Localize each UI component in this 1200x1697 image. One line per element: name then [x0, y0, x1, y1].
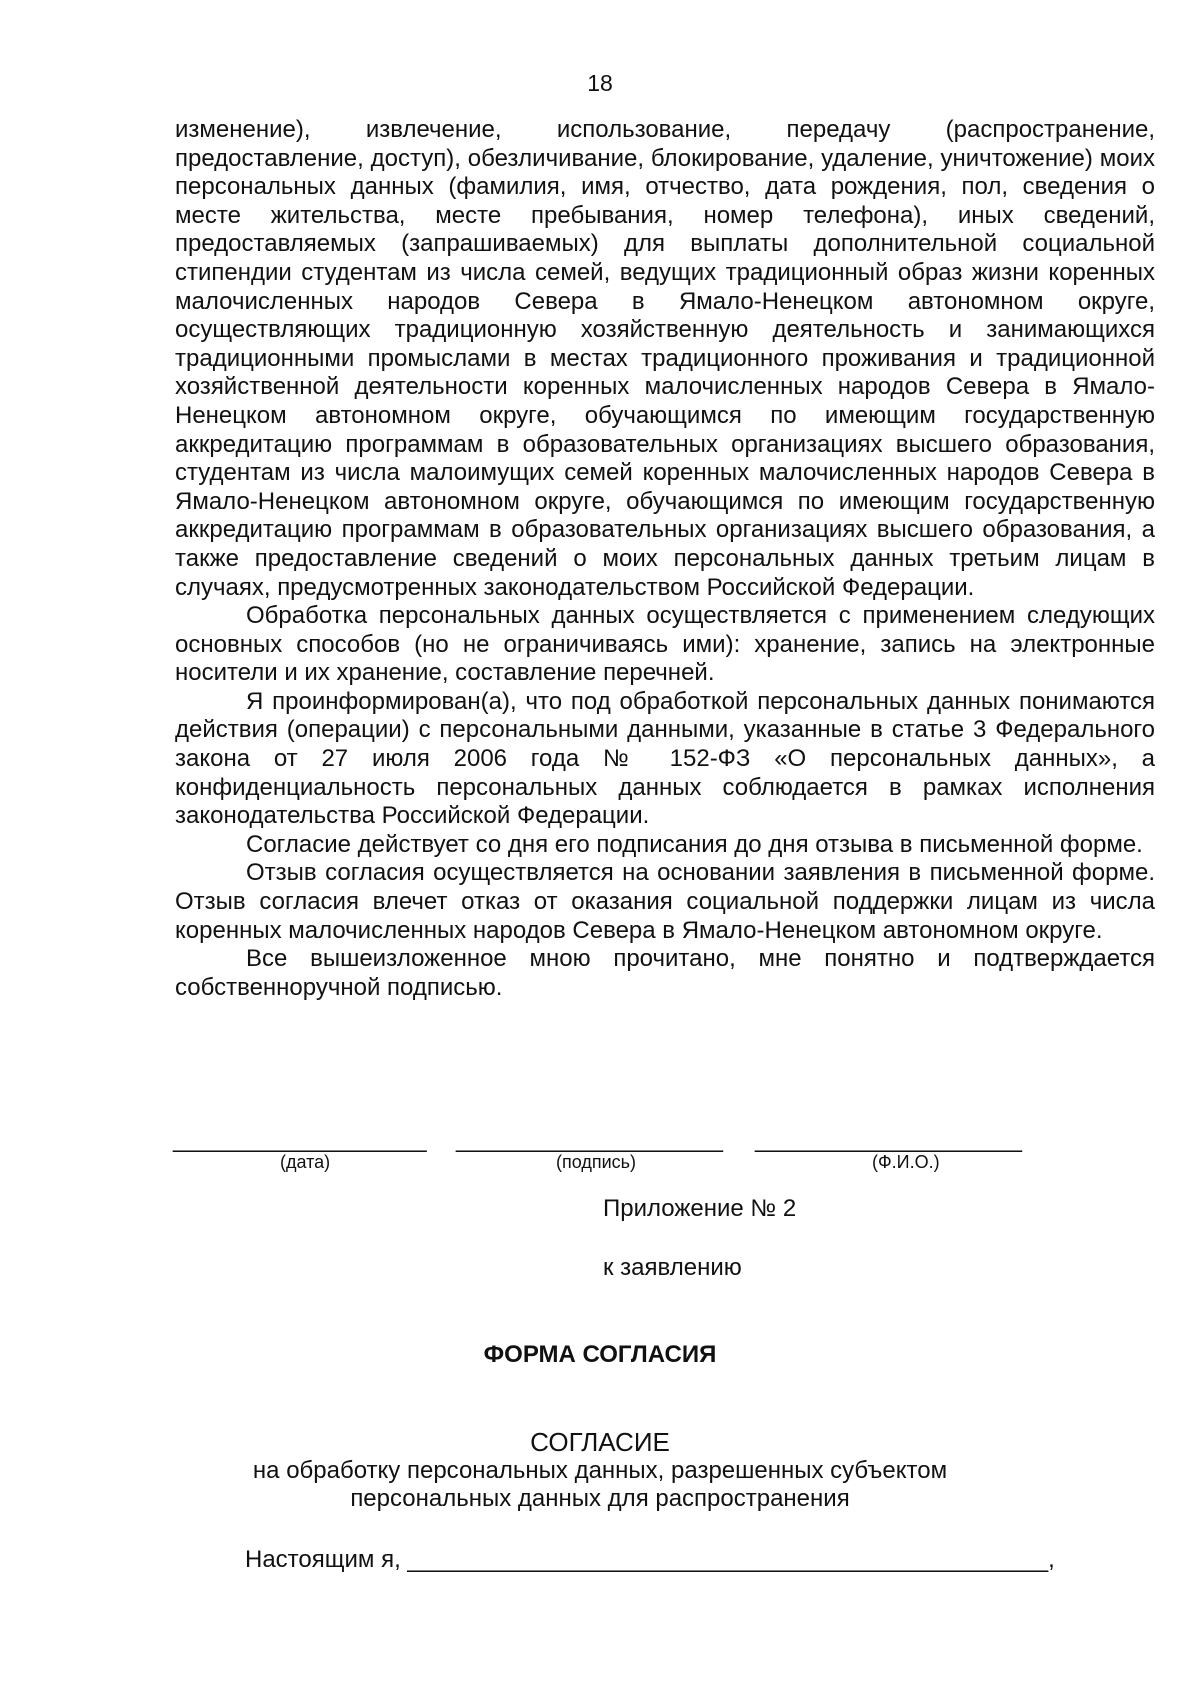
- fio-signature-line: ____________________: [755, 1126, 1022, 1153]
- consent-subtitle: [0, 1457, 1200, 1513]
- signature-label: (подпись): [556, 1152, 637, 1172]
- page-number: 18: [587, 70, 613, 96]
- date-label: (дата): [280, 1152, 331, 1172]
- consent-subtitle-line-1: на обработку персональных данных, разрешенных субъектом: [252, 1457, 948, 1484]
- applicant-name-line: Настоящим я, ________________________________________________,: [245, 1546, 1055, 1573]
- sign-signature-line: ____________________: [456, 1126, 723, 1153]
- form-title: ФОРМА СОГЛАСИЯ: [483, 1341, 717, 1368]
- paragraph-withdrawal: Отзыв согласия осуществляется на основании заявления в письменной форме. Отзыв согласия влечет отказ от оказания социальной поддержки лицам из числа коренных малочисленных народов Севера в Ямало-Ненецком автономном округе.: [175, 859, 1155, 944]
- date-signature-line: ___________________: [173, 1126, 427, 1153]
- consent-subtitle-line-2: персональных данных для распространения: [350, 1485, 850, 1512]
- paragraph-informed: Я проинформирован(а), что под обработкой персональных данных понимаются действия (операции) с персональными данными, указанные в статье 3 Федерального закона от 27 июля 2006 года № 152-ФЗ «О персональных данных», а конфиденциальность персональных данных соблюдается в рамках исполнения законодательства Российской Федерации.: [175, 687, 1155, 830]
- paragraph-confirmation: Все вышеизложенное мною прочитано, мне понятно и подтверждается собственноручной подписью.: [175, 945, 1155, 1001]
- appendix-number: Приложение № 2: [603, 1195, 797, 1222]
- paragraph-processing-methods: Обработка персональных данных осуществляется с применением следующих основных способов (но не ограничиваясь ими): хранение, запись на электронные носители и их хранение, составление перечней.: [175, 602, 1155, 687]
- consent-heading: СОГЛАСИЕ: [530, 1427, 670, 1457]
- paragraph-processing-actions: изменение), извлечение, использование, передачу (распространение, предоставление, доступ), обезличивание, блокирование, удаление, уничтожение) моих персональных данных (фамилия, имя, отчество, дата рождения, пол, сведения о месте жительства, месте пребывания, номер телефона), иных сведений, предоставляемых (запрашиваемых) для выплаты дополнительной социальной стипендии студентам из числа семей, ведущих традиционный образ жизни коренных малочисленных народов Севера в Ямало-Ненецком автономном округе, осуществляющих традиционную хозяйственную деятельность и занимающихся традиционными промыслами в местах традиционного проживания и традиционной хозяйственной деятельности коренных малочисленных народов Севера в Ямало-Ненецком автономном округе, обучающимся по имеющим государственную аккредитацию программам в образовательных организациях высшего образования, студентам из числа малоимущих семей коренных малочисленных народов Севера в Ямало-Ненецком автономном округе, обучающимся по имеющим государственную аккредитацию программам в образовательных организациях высшего образования, а также предоставление сведений о моих персональных данных третьим лицам в случаях, предусмотренных законодательством Российской Федерации.: [175, 116, 1155, 601]
- consent-body-text: [175, 116, 1155, 1002]
- fio-label: (Ф.И.О.): [872, 1152, 940, 1172]
- paragraph-validity: Согласие действует со дня его подписания до дня отзыва в письменной форме.: [246, 830, 1143, 858]
- appendix-reference: к заявлению: [603, 1254, 742, 1281]
